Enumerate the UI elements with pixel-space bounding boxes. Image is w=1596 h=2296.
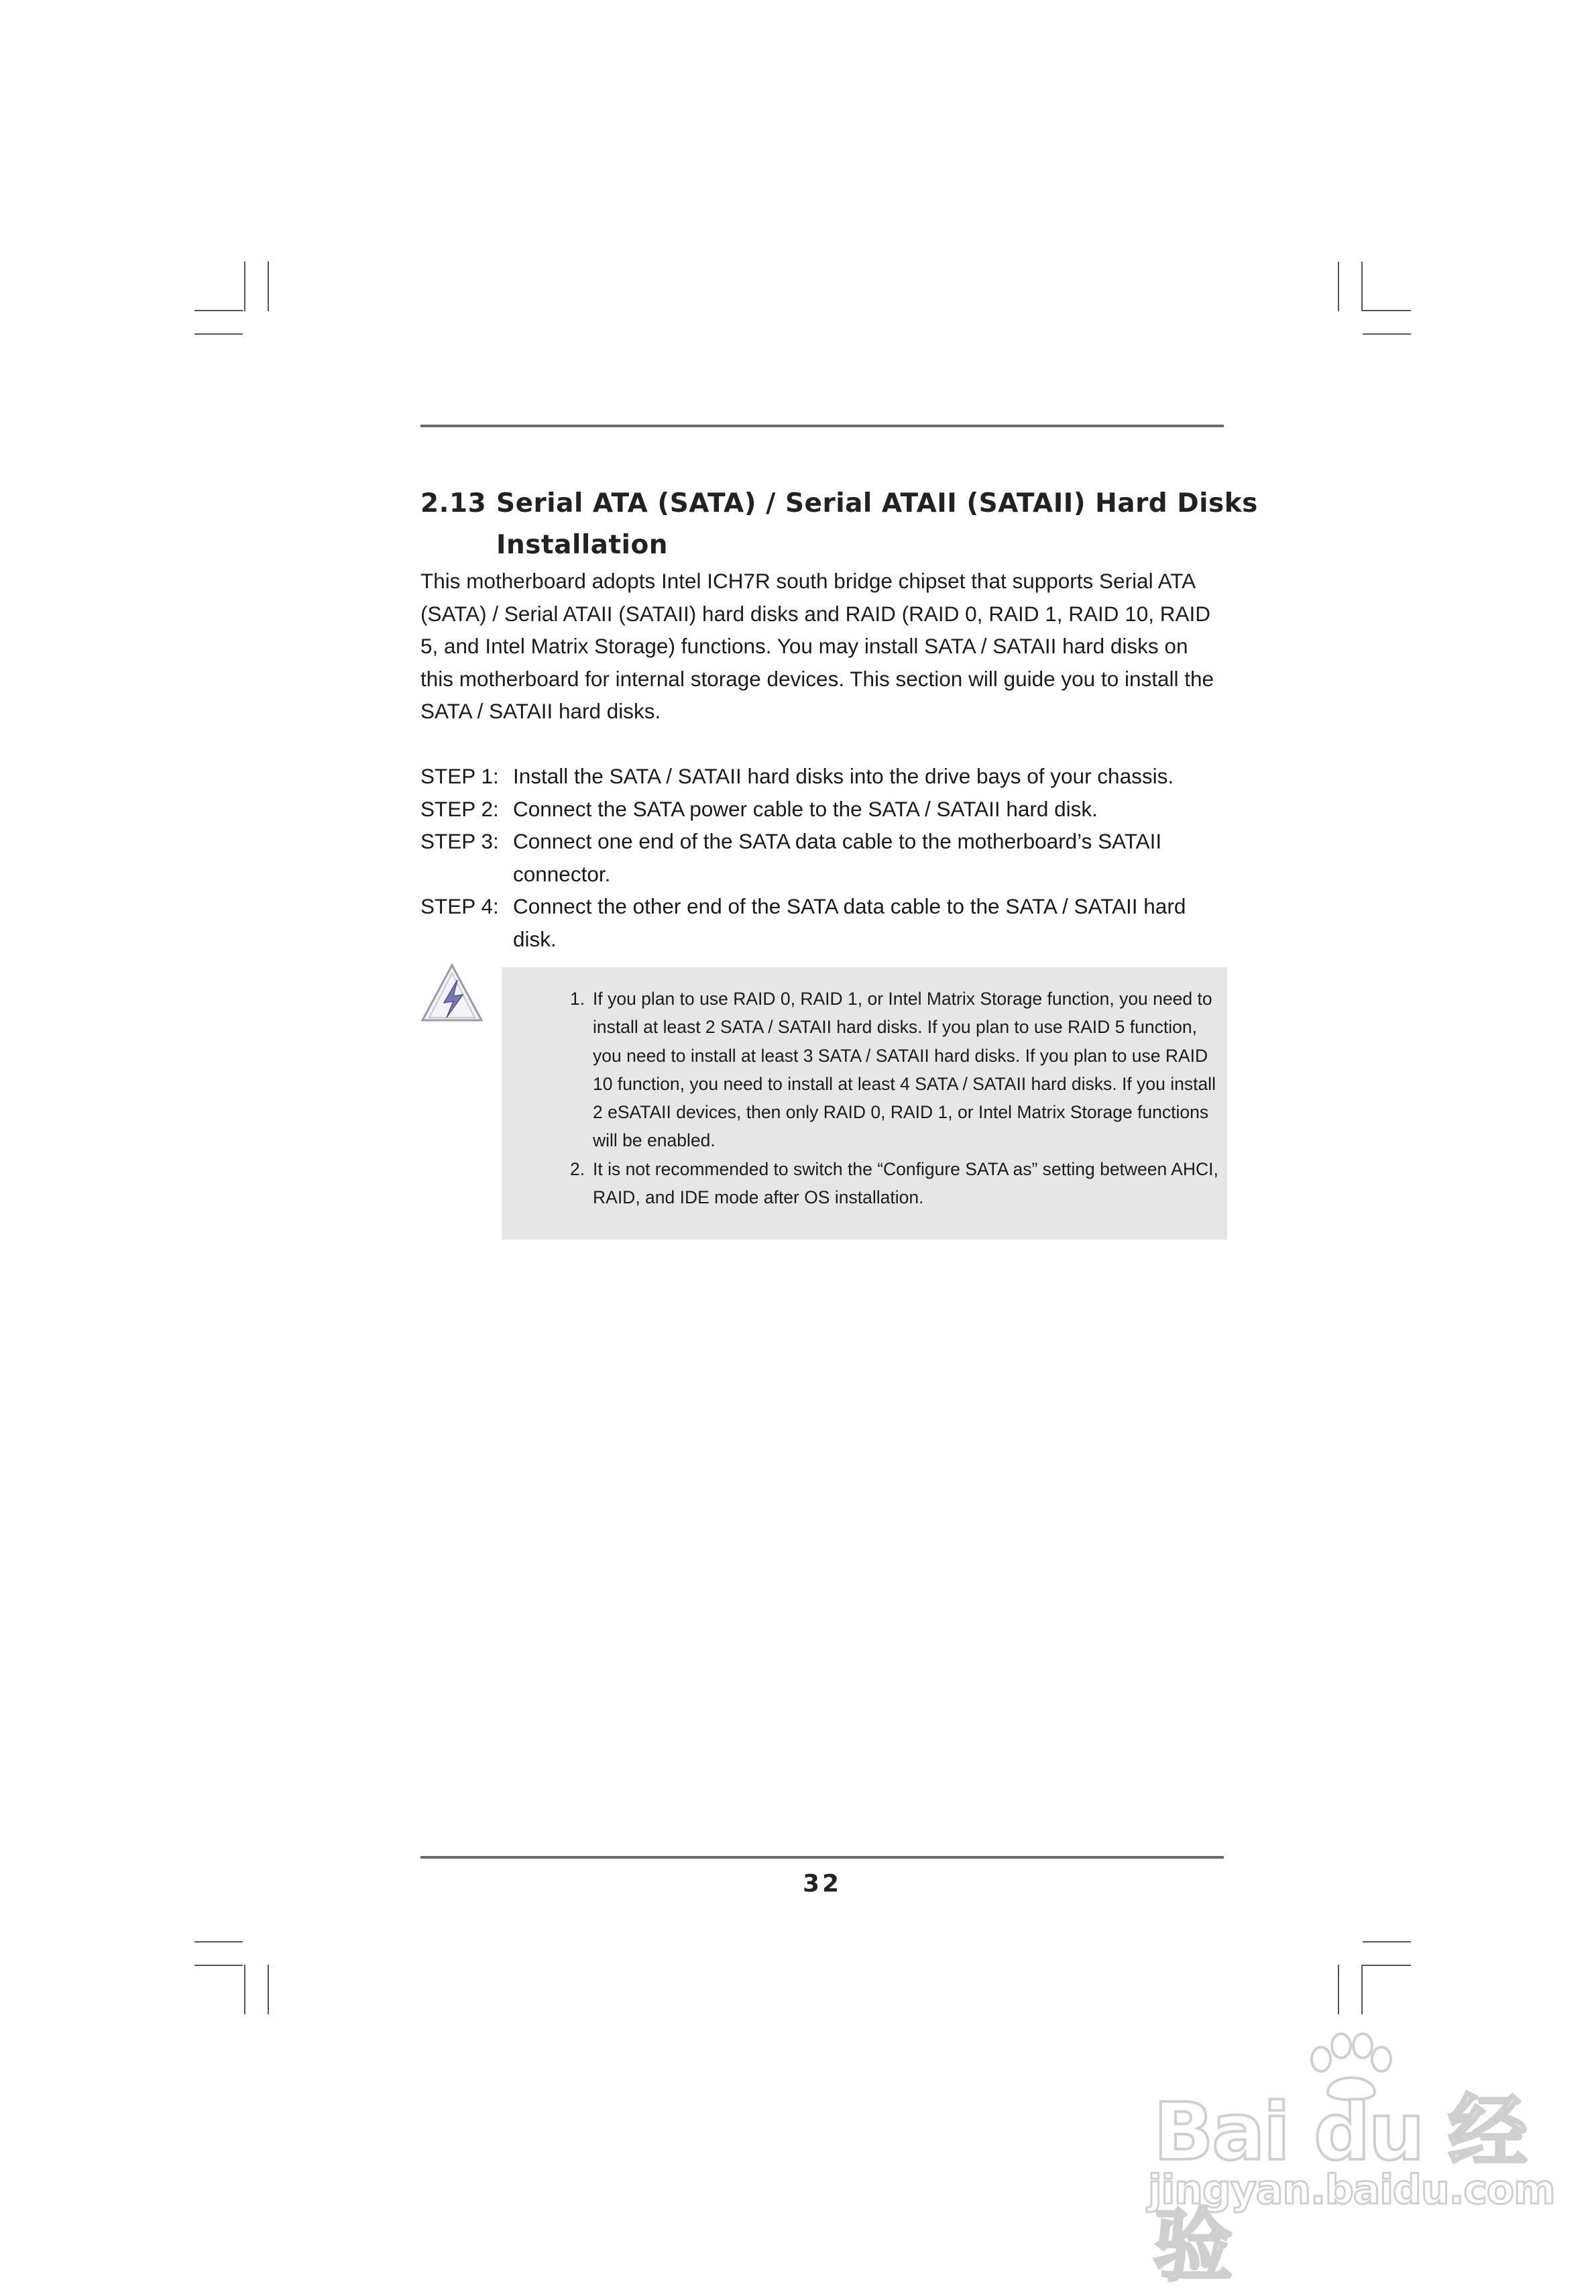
section-title-line2: Installation [496,530,669,560]
note-item [570,985,1220,1155]
header-rule [420,425,1224,427]
note-label: 2. [570,1158,585,1179]
watermark-url: jingyan.baidu.com [1148,2167,1555,2213]
watermark-brand: Bai du 经验 [1153,2085,1526,2292]
baidu-watermark [1133,2031,1555,2292]
note-text: It is not recommended to switch the “Configure SATA as” setting between AHCI, RAID, and IDE mode after OS installation. [593,1158,1218,1208]
section-title-line1: Serial ATA (SATA) / Serial ATAII (SATAII) Hard Disks [496,488,1258,518]
step-item [420,760,1232,793]
warning-lightning-icon [420,963,484,1024]
step-label: STEP 4: [420,894,499,918]
step-label: STEP 1: [420,764,499,788]
footer-rule [420,1856,1224,1859]
step-item [420,825,1232,890]
step-label: STEP 2: [420,796,499,821]
step-text: Connect the other end of the SATA data cable to the SATA / SATAII hard disk. [513,894,1186,951]
page-number: 32 [802,1870,842,1898]
step-label: STEP 3: [420,829,499,853]
intro-paragraph: This motherboard adopts Intel ICH7R south bridge chipset that supports Serial ATA (SATA) / Serial ATAII (SATAII) hard disks and RAID (RAID 0, RAID 1, RAID 10, RAID 5, and Intel Matrix Storage) functions. You may install SATA / SATAII hard disks on this motherboard for internal storage devices. This section will guide you to install the SATA / SATAII hard disks. [420,569,1214,724]
note-text: If you plan to use RAID 0, RAID 1, or Intel Matrix Storage function, you need to install at least 2 SATA / SATAII hard disks. If you plan to use RAID 5 function, you need to install at least 3 SATA / SATAII hard disks. If you plan to use RAID 10 function, you need to install at least 4 SATA / SATAII hard disks. If you install 2 eSATAII devices, then only RAID 0, RAID 1, or Intel Matrix Storage functions will be enabled. [593,989,1216,1151]
section-number: 2.13 [420,488,487,518]
step-item [420,890,1232,955]
note-label: 1. [570,989,585,1009]
step-text: Connect the SATA power cable to the SATA / SATAII hard disk. [513,796,1098,821]
note-item [570,1155,1220,1212]
note-box [502,967,1227,1240]
step-item [420,793,1232,826]
step-text: Connect one end of the SATA data cable to the motherboard’s SATAII connector. [513,829,1162,886]
step-text: Install the SATA / SATAII hard disks into the drive bays of your chassis. [513,764,1174,788]
notes-list [570,985,1220,1211]
steps-list [420,760,1232,955]
